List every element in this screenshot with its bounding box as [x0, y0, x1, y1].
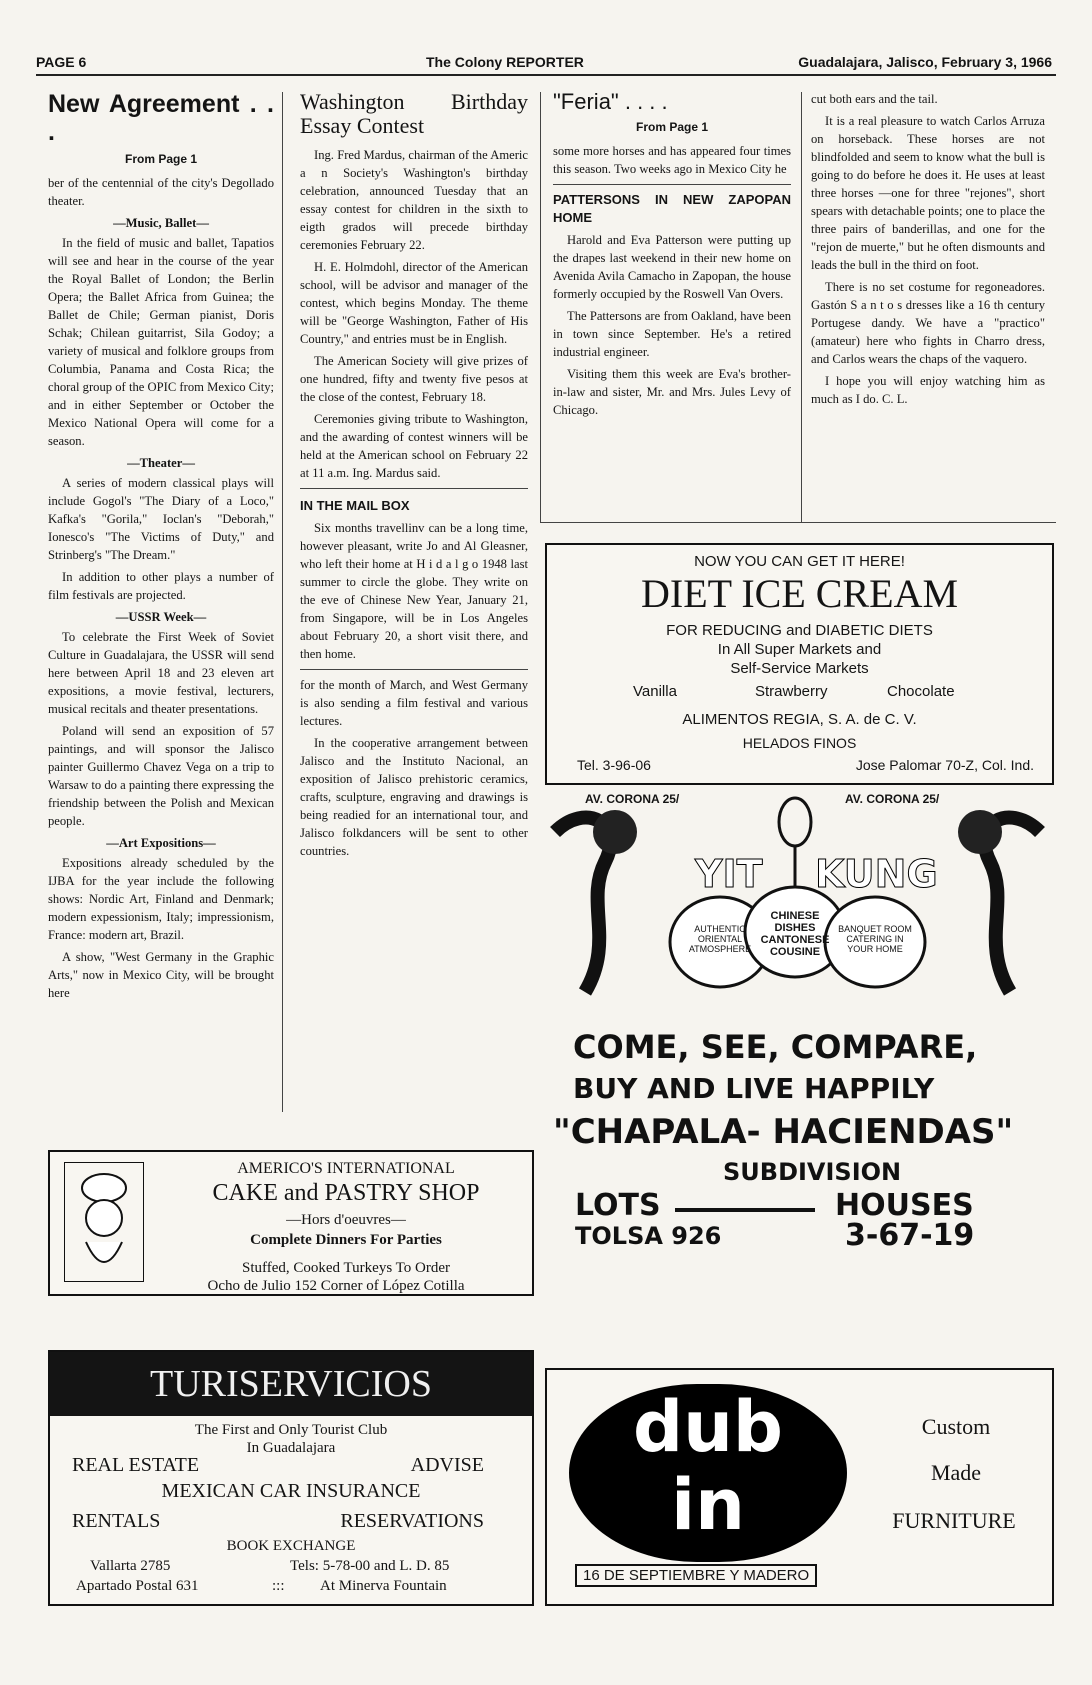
ad-title: CAKE and PASTRY SHOP	[212, 1180, 480, 1206]
ad-address: Jose Palomar 70-Z, Col. Ind.	[855, 757, 1034, 773]
ad-cake-pastry	[48, 1150, 534, 1296]
name-kung: KUNG	[815, 852, 938, 896]
ad-address: Ocho de Julio 152 Corner of López Cotilla	[207, 1278, 465, 1294]
ad-line: Made	[930, 1460, 982, 1485]
ad-line: —Hors d'oeuvres—	[286, 1212, 406, 1228]
column-rule	[801, 92, 802, 522]
paragraph: The Pattersons are from Oakland, have been in town since September. He's a retired industrial engineer.	[553, 309, 791, 359]
street-right: AV. CORONA 25/	[845, 792, 940, 806]
lantern-right-text: BANQUET ROOM CATERING IN YOUR HOME	[838, 924, 912, 954]
street-left: AV. CORONA 25/	[585, 792, 680, 806]
ad-banner: TURISERVICIOS	[50, 1352, 532, 1416]
paragraph: There is no set costume for regoneadores. Gastón S a n t o s dresses like a 16 th century Portugese dandy. We have a "practico" (amateur) here who fights in Charro dress, and Carlos wears the chaps of the vaquero.	[811, 280, 1045, 366]
jump-line: From Page 1	[635, 120, 709, 134]
ad-location: At Minerva Fountain	[320, 1578, 447, 1594]
page-number: PAGE 6	[36, 54, 87, 70]
paragraph: ber of the centennial of the city's Degollado theater.	[48, 176, 274, 208]
paragraph: cut both ears and the tail.	[811, 92, 938, 106]
article-headline: New Agreement . . .	[48, 90, 274, 146]
paragraph: The American Society will give prizes of one hundred, fifty and twenty five pesos at the close of the contest, February 18.	[300, 354, 528, 404]
jump-line: From Page 1	[124, 152, 198, 166]
paragraph: It is a real pleasure to watch Carlos Arruza on horseback. These horses are not blindfolded and seem to know what the bull is going to do before he does it. He uses at least three horses —one for three "rejones", short spears with detachable points; one to place the three pairs of banderillas, and one for the "rejon de muerte," but he often dismounts and leads the bull in the third on foot.	[811, 114, 1045, 272]
ad-line: BOOK EXCHANGE	[226, 1538, 356, 1554]
ad-kicker: NOW YOU CAN GET IT HERE!	[694, 553, 905, 570]
ad-line: Stuffed, Cooked Turkeys To Order	[242, 1260, 450, 1276]
ad-line: COME, SEE, COMPARE,	[573, 1028, 978, 1066]
paragraph: In the cooperative arrangement between Jalisco and the Instituto Nacional, an exposition of Jalisco prehistoric ceramics, crafts, sculpture, engraving and drawings is being readied for an international tour, and Jalisco folkdancers will be sent to other countries.	[300, 736, 528, 858]
article-feria-continued	[811, 90, 1045, 412]
logo-word: in	[671, 1464, 745, 1546]
article-feria	[553, 90, 791, 423]
ad-turiservicios	[48, 1350, 534, 1606]
ad-line: SUBDIVISION	[723, 1158, 902, 1186]
dragon-artwork	[545, 792, 1050, 1022]
paragraph: Ceremonies giving tribute to Washington, and the awarding of contest winners will be held at the American school on February 22 at 11 a.m. Ing. Mardus said.	[300, 412, 528, 480]
ad-lots: LOTS	[575, 1188, 661, 1223]
ad-service: RESERVATIONS	[340, 1510, 484, 1532]
column-rule	[540, 92, 541, 522]
lantern-left-text: AUTHENTIC ORIENTAL ATMOSPHERE	[688, 924, 752, 954]
paragraph: Expositions already scheduled by the IJBA for the year include the following shows: Nordic Art, Finland and Denmark; modern expessionism, Italy; impressionism, France: modern art, Brazil.	[48, 856, 274, 942]
chef-icon	[64, 1162, 144, 1282]
paragraph: To celebrate the First Week of Soviet Culture in Guadalajara, the USSR will send here between April 18 and 23 eleven art expositions, a movie festival, lecturers, musical recitals and theater presentations.	[48, 630, 274, 716]
subhead: —Art Expositions—	[106, 836, 216, 850]
article-new-agreement	[48, 90, 274, 1006]
paragraph: Visiting them this week are Eva's brother-in-law and sister, Mr. and Mrs. Jules Levy of Chicago.	[553, 367, 791, 417]
paragraph: Harold and Eva Patterson were putting up the drapes last weekend in their new home on Avenida Avila Camacho in Zapopan, the house formerly occupied by the Roswell Van Overs.	[553, 233, 791, 301]
article-washington-essay	[300, 90, 528, 864]
ad-diet-ice-cream	[545, 543, 1054, 785]
lantern-center-text: CHINESE DISHES CANTONESE COUSINE	[760, 910, 830, 958]
ad-address: Apartado Postal 631	[76, 1578, 199, 1594]
ad-tagline: In Guadalajara	[246, 1440, 336, 1456]
ad-line: In All Super Markets and	[717, 641, 882, 658]
ad-company: ALIMENTOS REGIA, S. A. de C. V.	[682, 711, 917, 728]
ad-line: AMERICO'S INTERNATIONAL	[237, 1160, 455, 1177]
ad-brand: HELADOS FINOS	[742, 735, 857, 751]
column-rule	[282, 92, 283, 1112]
ad-address: Vallarta 2785	[90, 1558, 171, 1574]
ad-service: RENTALS	[72, 1510, 161, 1532]
ad-line: Custom	[921, 1414, 991, 1439]
masthead	[36, 52, 1056, 76]
section-heading: IN THE MAIL BOX	[300, 488, 528, 515]
ad-line: BUY AND LIVE HAPPILY	[573, 1072, 935, 1105]
ad-line: Self-Service Markets	[730, 660, 869, 677]
paragraph: H. E. Holmdohl, director of the American school, will be advisor and manager of the contest, which begins Monday. The theme will be "George Washington, Father of His Country," and entries must be in English.	[300, 260, 528, 346]
paragraph: Poland will send an exposition of 57 paintings, and will sponsor the Jalisco painter Guillermo Chavez Vega on a trip to Warsaw to do a painting there expressing the friendship between the Polish and Mexican people.	[48, 724, 274, 828]
dateline: Guadalajara, Jalisco, February 3, 1966	[798, 54, 1052, 70]
ad-address: 16 DE SEPTIEMBRE Y MADERO	[575, 1564, 817, 1587]
ad-tagline: The First and Only Tourist Club	[194, 1422, 388, 1438]
section-rule	[540, 522, 1056, 523]
ad-houses: HOUSES	[835, 1188, 974, 1223]
ad-service: MEXICAN CAR INSURANCE	[161, 1480, 421, 1502]
ad-chapala-haciendas	[545, 1028, 1050, 1253]
ad-line: FOR REDUCING and DIABETIC DIETS	[666, 622, 933, 639]
ad-service: REAL ESTATE	[72, 1454, 200, 1476]
subhead: —Theater—	[127, 456, 195, 470]
section-heading: PATTERSONS IN NEW ZAPOPAN HOME	[553, 184, 791, 227]
ad-address: TOLSA 926	[575, 1222, 722, 1250]
logo-word: dub	[632, 1386, 784, 1468]
flavor-vanilla: Vanilla	[633, 683, 677, 700]
ad-phone: Tels: 5-78-00 and L. D. 85	[290, 1558, 450, 1574]
paragraph: some more horses and has appeared four times this season. Two weeks ago in Mexico City he	[553, 144, 791, 176]
ad-separator: :::	[272, 1578, 285, 1594]
ad-phone: Tel. 3-96-06	[577, 757, 651, 773]
flavor-strawberry: Strawberry	[755, 683, 828, 700]
ad-line: "CHAPALA- HACIENDAS"	[553, 1112, 1014, 1152]
paragraph: Ing. Fred Mardus, chairman of the Americ a n Society's Washington's birthday celebration, announced Tuesday that an essay contest for children in the sixth to eigth grados will precede birthday ceremonies February 22.	[300, 148, 528, 252]
paragraph: I hope you will enjoy watching him as much as I do. C. L.	[811, 374, 1045, 406]
flavor-chocolate: Chocolate	[887, 683, 955, 700]
name-yit: YIT	[695, 852, 763, 896]
paragraph: In the field of music and ballet, Tapatios will see and hear in the course of the year the Royal Ballet of London; the Berlin Opera; the Ballet Africa from Guinea; the Ballet de Chile; German pianist, Doris Schak; Chilean guitarrist, Sila Godoy; a variety of musical and folklore groups from Columbia, Panama and Costa Rica; the choral group of the OPIC from Mexico City; and in either September or October the Mexico National Opera will come for a season.	[48, 236, 274, 448]
subhead: —USSR Week—	[115, 610, 207, 624]
paragraph: for the month of March, and West Germany is also sending a film festival and various lectures.	[300, 678, 528, 728]
paragraph: Six months travellinv can be a long time, however pleasant, write Jo and Al Gleasner, who left their home at H i d a l g o 1948 last summer to circle the globe. They write on the eve of Chinese New Year, January 21, from Singapore, will be in Los Angeles about February 20, a short visit there, and then home.	[300, 521, 528, 661]
paragraph: A show, "West Germany in the Graphic Arts," now in Mexico City, will be brought here	[48, 950, 274, 1000]
paragraph: In addition to other plays a number of film festivals are projected.	[48, 570, 274, 602]
ad-dub-in	[545, 1368, 1054, 1606]
ad-line: Complete Dinners For Parties	[250, 1232, 442, 1248]
ad-line: FURNITURE	[892, 1508, 1016, 1533]
ad-phone: 3-67-19	[845, 1218, 975, 1253]
article-headline: "Feria" . . . .	[553, 89, 668, 114]
paragraph: A series of modern classical plays will include Gogol's "The Diary of a Loco," Kafka's "Gorila," Ioclan's "Deborah," Ionesco's "The Victims of Duty," and Strinberg's "The Dream."	[48, 476, 274, 562]
ad-service: ADVISE	[410, 1454, 484, 1476]
paper-name: The Colony REPORTER	[426, 54, 584, 70]
article-headline: Washington Birthday Essay Contest	[300, 89, 528, 138]
divider	[300, 669, 528, 670]
ad-yit-kung	[545, 792, 1050, 1022]
divider	[675, 1208, 815, 1212]
subhead: —Music, Ballet—	[113, 216, 209, 230]
ad-title: DIET ICE CREAM	[640, 571, 959, 616]
